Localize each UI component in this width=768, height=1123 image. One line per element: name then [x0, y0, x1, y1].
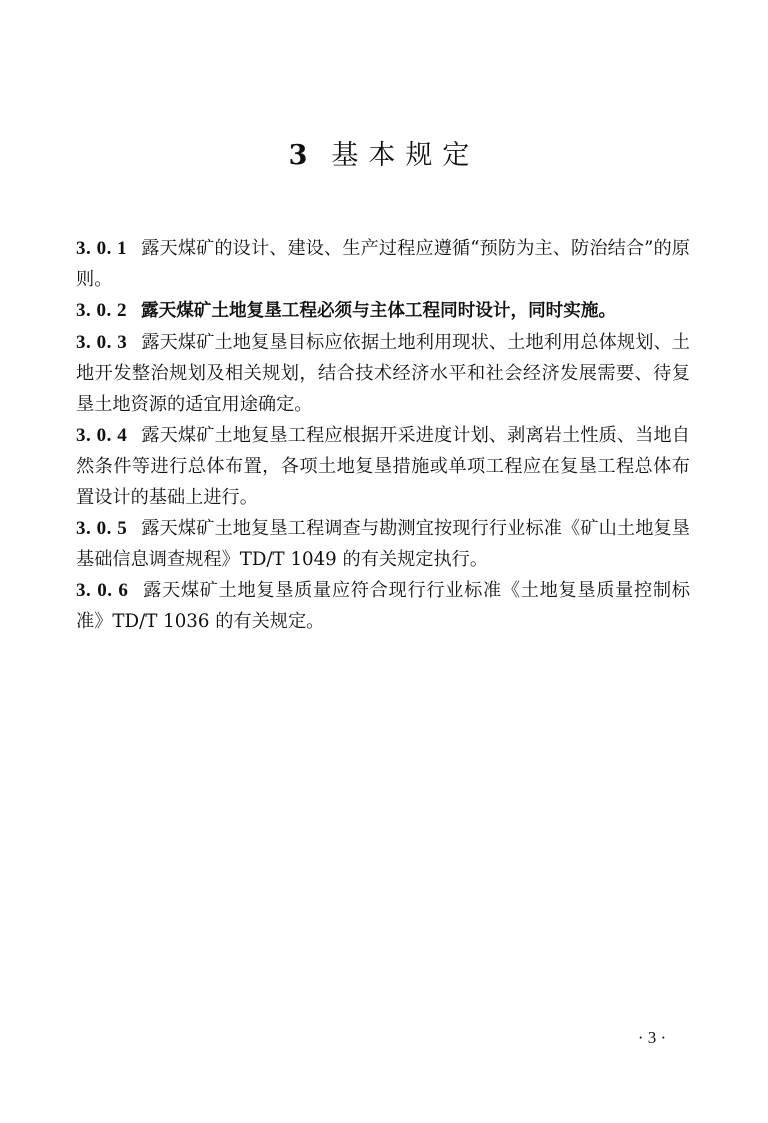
clause-3-0-3 [76, 327, 690, 420]
chapter-title-text: 基本规定 [331, 140, 480, 171]
clause-3-0-4 [76, 420, 690, 513]
clause-number: 3. 0. 3 [76, 332, 128, 353]
clause-text: 露天煤矿土地复垦工程应根据开采进度计划、剥离岩土性质、当地自然条件等进行总体布置，各项土地复垦措施或单项工程应在复垦工程总体布置设计的基础上进行。 [76, 425, 690, 508]
clause-3-0-6 [76, 575, 690, 637]
clause-text: 露天煤矿土地复垦工程调查与勘测宜按现行行业标准《矿山土地复垦基础信息调查规程》TD/T 1049 的有关规定执行。 [76, 518, 690, 570]
clause-3-0-5 [76, 513, 690, 575]
clause-text: 露天煤矿的设计、建设、生产过程应遵循“预防为主、防治结合”的原则。 [76, 238, 690, 290]
clause-3-0-2 [76, 295, 690, 327]
clause-text: 露天煤矿土地复垦工程必须与主体工程同时设计，同时实施。 [141, 301, 617, 321]
clause-number: 3. 0. 2 [76, 300, 127, 321]
chapter-title [0, 133, 768, 172]
clause-text: 露天煤矿土地复垦质量应符合现行行业标准《土地复垦质量控制标准》TD/T 1036 的有关规定。 [76, 580, 690, 632]
clause-3-0-1 [76, 233, 690, 295]
clause-number: 3. 0. 5 [76, 518, 128, 539]
chapter-number: 3 [288, 140, 310, 171]
clause-number: 3. 0. 1 [76, 238, 128, 259]
clause-text: 露天煤矿土地复垦目标应依据土地利用现状、土地利用总体规划、土地开发整治规划及相关规划，结合技术经济水平和社会经济发展需要、待复垦土地资源的适宜用途确定。 [76, 332, 690, 415]
clause-number: 3. 0. 4 [76, 425, 128, 446]
clause-number: 3. 0. 6 [76, 580, 129, 601]
clause-list [76, 233, 690, 637]
page-number: · 3 · [637, 1028, 667, 1047]
